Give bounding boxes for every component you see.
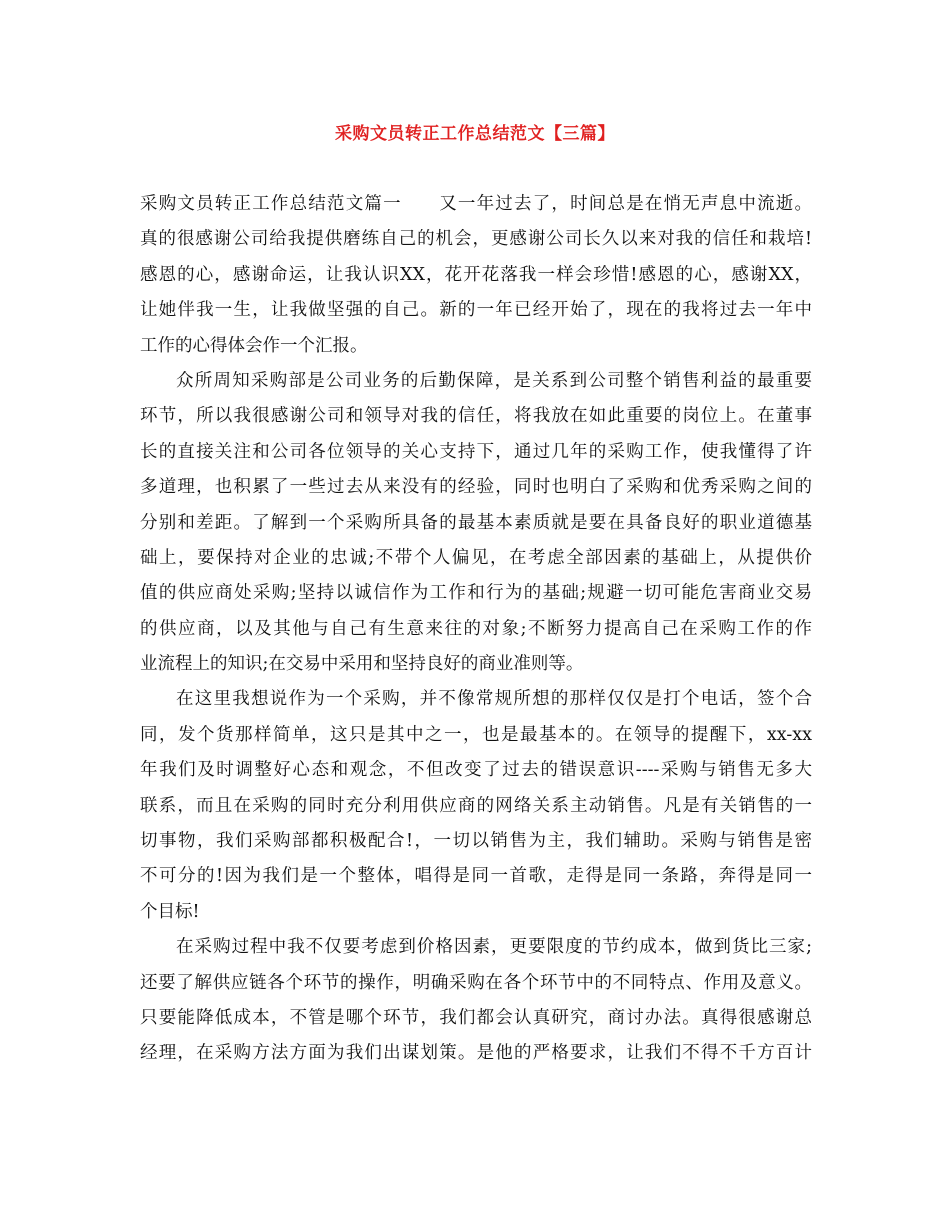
body-line: 众所周知采购部是公司业务的后勤保障，是关系到公司整个销售利益的最重要 (176, 370, 812, 391)
body-line: 个目标! (140, 901, 200, 922)
body-line: 不可分的!因为我们是一个整体，唱得是同一首歌，走得是同一条路，奔得是同一 (140, 866, 812, 887)
body-line: 值的供应商处采购;坚持以诚信作为工作和行为的基础;规避一切可能危害商业交易 (140, 583, 812, 604)
body-line: 同，发个货那样简单，这只是其中之一，也是最基本的。在领导的提醒下，xx-xx (140, 724, 812, 745)
body-line: 只要能降低成本，不管是哪个环节，我们都会认真研究，商讨办法。真得很感谢总 (140, 1007, 812, 1028)
body-line: 年我们及时调整好心态和观念，不但改变了过去的错误意识----采购与销售无多大 (140, 760, 812, 781)
body-line: 采购文员转正工作总结范文篇一 又一年过去了，时间总是在悄无声息中流逝。 (140, 194, 812, 214)
body-line: 联系，而且在采购的同时充分利用供应商的网络关系主动销售。凡是有关销售的一 (140, 795, 812, 816)
body-line: 多道理，也积累了一些过去从来没有的经验，同时也明白了采购和优秀采购之间的 (140, 477, 812, 498)
body-line: 工作的心得体会作一个汇报。 (140, 335, 368, 356)
body-line: 经理，在采购方法方面为我们出谋划策。是他的严格要求，让我们不得不千方百计 (140, 1043, 812, 1064)
body-line: 真的很感谢公司给我提供磨练自己的机会，更感谢公司长久以来对我的信任和栽培! (140, 229, 812, 250)
body-line: 让她伴我一生，让我做坚强的自己。新的一年已经开始了，现在的我将过去一年中 (140, 300, 812, 321)
body-line: 长的直接关注和公司各位领导的关心支持下，通过几年的采购工作，使我懂得了许 (140, 441, 812, 462)
document-title: 采购文员转正工作总结范文【三篇】 (335, 124, 615, 144)
document-body (140, 187, 812, 1072)
body-line: 分别和差距。了解到一个采购所具备的最基本素质就是要在具备良好的职业道德基 (140, 512, 812, 533)
body-line: 的供应商，以及其他与自己有生意来往的对象;不断努力提高自己在采购工作的作 (140, 618, 812, 639)
body-line: 环节，所以我很感谢公司和领导对我的信任，将我放在如此重要的岗位上。在董事 (140, 406, 812, 427)
body-line: 业流程上的知识;在交易中采用和坚持良好的商业准则等。 (140, 654, 584, 675)
body-line: 在这里我想说作为一个采购，并不像常规所想的那样仅仅是打个电话，签个合 (176, 689, 812, 710)
body-line: 础上，要保持对企业的忠诚;不带个人偏见，在考虑全部因素的基础上，从提供价 (140, 547, 812, 568)
body-line: 感恩的心，感谢命运，让我认识XX，花开花落我一样会珍惜!感恩的心，感谢XX， (140, 264, 812, 285)
body-line: 在采购过程中我不仅要考虑到价格因素，更要限度的节约成本，做到货比三家; (176, 937, 812, 958)
body-line: 还要了解供应链各个环节的操作，明确采购在各个环节中的不同特点、作用及意义。 (140, 972, 812, 993)
body-line: 切事物，我们采购部都积极配合!，一切以销售为主，我们辅助。采购与销售是密 (140, 831, 812, 852)
